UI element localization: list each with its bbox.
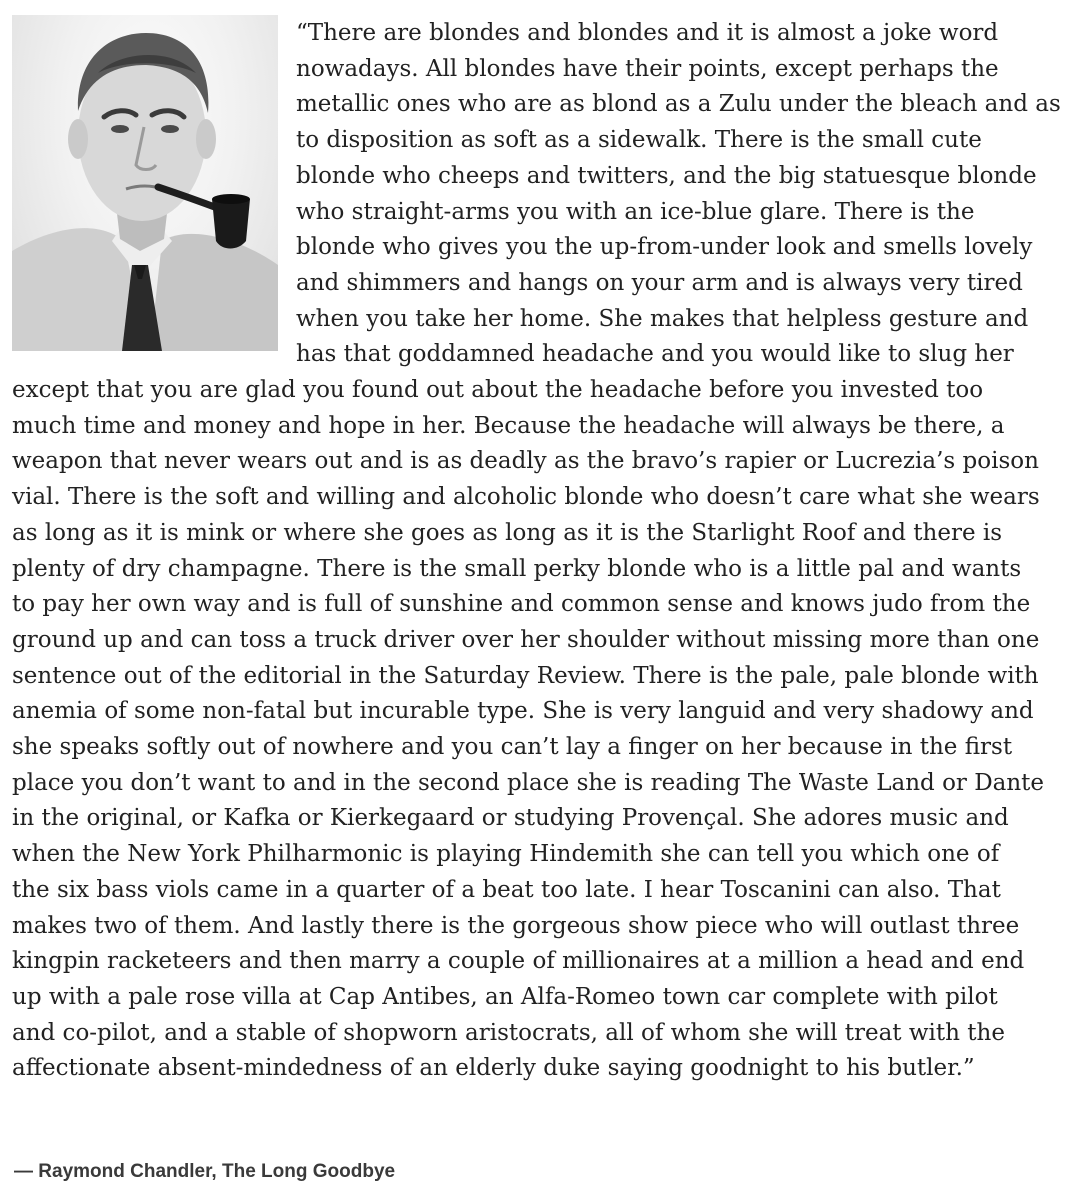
quote-line: to pay her own way and is full of sunshine and common sense and knows judo from the [12, 591, 1031, 618]
quote-line: she speaks softly out of nowhere and you can’t lay a finger on her because in the first [12, 734, 1013, 761]
quote-line: kingpin racketeers and then marry a couple of millionaires at a million a head and end [12, 948, 1025, 975]
quote-line: has that goddamned headache and you would like to slug her [296, 341, 1014, 368]
quote-line: in the original, or Kafka or Kierkegaard or studying Provençal. She adores music and [12, 805, 1009, 832]
quote-line: nowadays. All blondes have their points, except perhaps the [296, 55, 999, 82]
quote-line: makes two of them. And lastly there is the gorgeous show piece who will outlast three [12, 912, 1020, 939]
quote-line: blonde who gives you the up-from-under look and smells lovely [296, 234, 1033, 261]
quote-line: as long as it is mink or where she goes as long as it is the Starlight Roof and there is [12, 519, 1003, 546]
attribution: — Raymond Chandler, The Long Goodbye [14, 1161, 396, 1182]
quote-line: up with a pale rose villa at Cap Antibes, an Alfa-Romeo town car complete with pilot [12, 983, 998, 1010]
quote-line: much time and money and hope in her. Because the headache will always be there, a [12, 412, 1005, 439]
quote-line: affectionate absent-mindedness of an elderly duke saying goodnight to his butler.” [12, 1055, 975, 1082]
quote-line: who straight-arms you with an ice-blue glare. There is the [296, 198, 975, 225]
quote-line: when you take her home. She makes that helpless gesture and [296, 305, 1029, 332]
quote-line: place you don’t want to and in the second place she is reading The Waste Land or Dante [12, 769, 1045, 796]
quote-text [12, 16, 1078, 1087]
quote-line: anemia of some non-fatal but incurable type. She is very languid and very shadowy and [12, 698, 1034, 725]
quote-line: sentence out of the editorial in the Saturday Review. There is the pale, pale blonde with [12, 662, 1039, 689]
quote-line: blonde who cheeps and twitters, and the big statuesque blonde [296, 162, 1037, 189]
quote-line: and co-pilot, and a stable of shopworn aristocrats, all of whom she will treat with the [12, 1019, 1005, 1046]
quote-line: when the New York Philharmonic is playing Hindemith she can tell you which one of [12, 841, 1000, 868]
quote-line: ground up and can toss a truck driver over her shoulder without missing more than one [12, 626, 1040, 653]
quote-line: metallic ones who are as blond as a Zulu under the bleach and as [296, 91, 1061, 118]
portrait-wrap-spacer [12, 16, 296, 358]
quote-line: the six bass viols came in a quarter of a beat too late. I hear Toscanini can also. That [12, 876, 1001, 903]
quote-line: vial. There is the soft and willing and alcoholic blonde who doesn’t care what she wears [12, 484, 1040, 511]
quote-line: weapon that never wears out and is as deadly as the bravo’s rapier or Lucrezia’s poison [12, 448, 1039, 475]
quote-line: plenty of dry champagne. There is the small perky blonde who is a little pal and wants [12, 555, 1022, 582]
quote-line: “There are blondes and blondes and it is almost a joke word [296, 20, 999, 46]
quote-line: to disposition as soft as a sidewalk. There is the small cute [296, 127, 982, 154]
quote-line: except that you are glad you found out about the headache before you invested too [12, 377, 984, 404]
quote-line: and shimmers and hangs on your arm and is always very tired [296, 269, 1023, 296]
